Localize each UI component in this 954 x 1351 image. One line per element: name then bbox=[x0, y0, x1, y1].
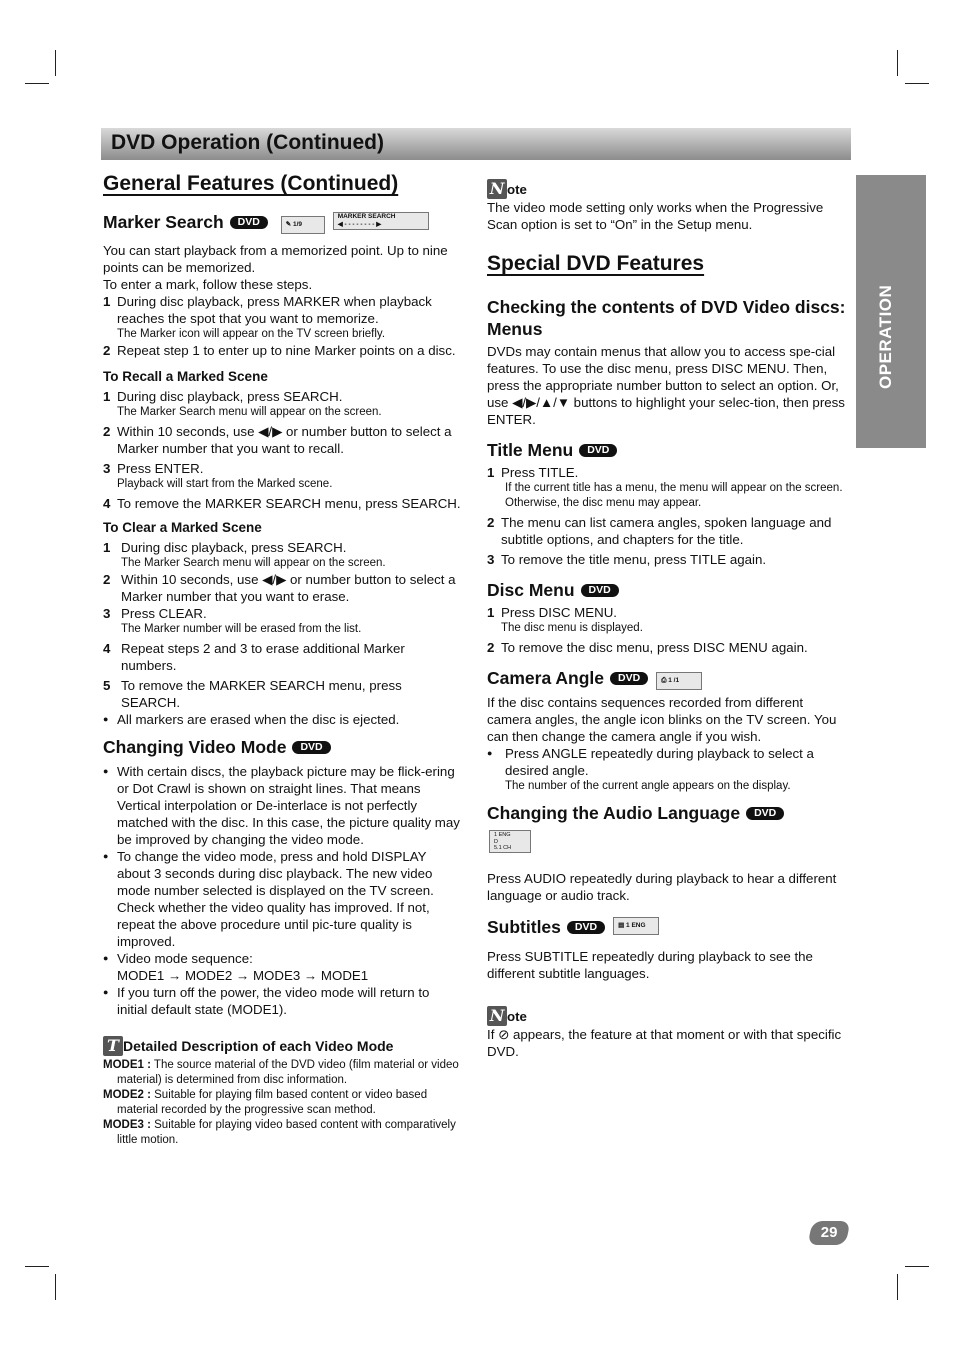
dvd-badge: DVD bbox=[230, 216, 268, 229]
camera-angle-heading: Camera Angle DVD ⎙ 1 /1 bbox=[487, 667, 849, 690]
list-item: 4 Repeat steps 2 and 3 to erase additional Marker numbers. bbox=[103, 641, 405, 673]
side-tab-label: OPERATION bbox=[876, 284, 895, 389]
list-item: 1 During disc playback, press SEARCH. The Marker Search menu will appear on the screen. bbox=[103, 389, 382, 418]
list-item: ● Video mode sequence: bbox=[103, 950, 463, 967]
marker-search-section bbox=[103, 211, 463, 728]
audio-osd-icon: 1 ENG D 5.1 CH bbox=[487, 830, 849, 852]
list-item: 2 Within 10 seconds, use ◀/▶ or number button to select a Marker number that you want to recall. bbox=[103, 424, 452, 456]
dvd-badge: DVD bbox=[579, 444, 617, 457]
dvd-badge: DVD bbox=[581, 584, 619, 597]
list-item: 2 Within 10 seconds, use ◀/▶ or number button to select a Marker number that you want to erase. bbox=[103, 572, 456, 604]
list-item: ● If you turn off the power, the video mode will return to initial default state (MODE1). bbox=[103, 984, 463, 1018]
list-item: 1 Press TITLE. If the current title has a menu, the menu will appear on the screen. Otherwise, the disc menu may appear. bbox=[487, 465, 843, 509]
clear-heading: To Clear a Marked Scene bbox=[103, 520, 262, 535]
angle-osd-icon: ⎙ 1 /1 bbox=[656, 672, 702, 690]
page-number: 29 bbox=[820, 1224, 838, 1241]
list-item: 2 The menu can list camera angles, spoken language and subtitle options, and chapters for the title. bbox=[487, 515, 832, 547]
section-title-special: Special DVD Features bbox=[487, 252, 705, 275]
dvd-badge: DVD bbox=[610, 672, 648, 685]
list-item: 2 To remove the disc menu, press DISC MENU again. bbox=[487, 640, 808, 655]
audio-heading: Changing the Audio Language DVD bbox=[487, 802, 849, 824]
video-mode-section bbox=[103, 736, 463, 1018]
intro-text-2: To enter a mark, follow these steps. bbox=[103, 277, 313, 292]
dvd-badge: DVD bbox=[292, 741, 330, 754]
note-box: N ote If ⊘ appears, the feature at that moment or with that specific DVD. bbox=[487, 1006, 842, 1059]
list-item: ● With certain discs, the playback picture may be flick-ering or Dot Crawl is shown on straight lines. That means Vertical interpolation or De-interlace is not perfectly matched with the disc. In this case, the picture quality may be improved by changing the video mode. bbox=[103, 763, 463, 848]
list-item: 3 Press ENTER. Playback will start from the Marked scene. bbox=[103, 461, 333, 490]
intro-text: You can start playback from a memorized point. Up to nine points can be memorized. bbox=[103, 243, 448, 275]
subtitle-osd-icon: ▤ 1 ENG bbox=[613, 917, 659, 935]
note-icon: N bbox=[487, 179, 507, 199]
tip-box: T Detailed Description of each Video Mode MODE1 : The source material of the DVD video (film material or video material) is determined from disc information. MODE2 : Suitable for playing film based content or video based material recorded by the progressive scan method. MODE3 : Suitable for playing video based content with comparatively little motion. bbox=[103, 1036, 459, 1146]
tip-icon: T bbox=[103, 1036, 123, 1056]
side-tab bbox=[856, 175, 926, 448]
note-box: N ote The video mode setting only works when the Progressive Scan option is set to “On” in the Setup menu. bbox=[487, 179, 824, 232]
marker-search-heading: Marker Search DVD ✎ 1/9MARKER SEARCH ◀ - - - - - - - - ▶ bbox=[103, 211, 463, 234]
title-menu-heading: Title Menu DVD bbox=[487, 439, 849, 461]
video-mode-heading: Changing Video Mode DVD bbox=[103, 736, 463, 758]
recall-heading: To Recall a Marked Scene bbox=[103, 369, 268, 384]
list-item: 3 Press CLEAR. The Marker number will be erased from the list. bbox=[103, 606, 362, 635]
left-column bbox=[103, 171, 463, 1148]
prohibited-icon: ⊘ bbox=[498, 1027, 510, 1042]
list-item: 1 During disc playback, press MARKER when playback reaches the spot that you want to memorize. The Marker icon will appear on the TV screen briefly. bbox=[103, 294, 432, 340]
dvd-badge: DVD bbox=[567, 921, 605, 934]
dvd-badge: DVD bbox=[746, 807, 784, 820]
list-item: 4 To remove the MARKER SEARCH menu, press SEARCH. bbox=[103, 496, 461, 511]
right-column: N ote The video mode setting only works when the Progressive Scan option is set to “On” in the Setup menu. Special DVD Features Checking the contents of DVD Video discs: Menus DVDs may contain menus that allow you to access spe-cial features. To use the disc menu, press DISC MENU. Then, press the appropriate number button to select an option. Or, use ◀/▶/▲/▼ buttons to highlight your selec-tion, then press ENTER. Title Menu DVD 1 Press TITLE. If the current title has a menu, the menu will appear on the screen. Otherwise, the disc menu may appear. 2 The menu can list camera angles, spoken language and subtitle options, and chapters for the title. 3 To remove the title menu, press TITLE again. Disc Menu DVD 1 Press DISC MENU. The disc menu is displayed. 2 To remove the disc menu, press DISC MENU again. Camera Angle DVD ⎙ 1 /1 If the disc contains sequences recorded from different camera angles, the angle icon blinks on the TV screen. You can then change the camera angle if you wish. ● Press ANGLE repeatedly during playback to select a desired angle. The number of the current angle appears on the display. Changing the Audio Language DVD 1 ENG D 5.1 CH Press AUDIO repeatedly during playback to hear a different language or audio track. Subtitles DVD ▤ 1 ENG Press SUBTITLE repeatedly during playback to see the different subtitle languages. N ote If ⊘ appears, the feature at that moment or with that specific DVD. bbox=[487, 179, 849, 1060]
list-item: 1 Press DISC MENU. The disc menu is displayed. bbox=[487, 605, 643, 634]
list-item: ● Press ANGLE repeatedly during playback to select a desired angle. bbox=[487, 745, 849, 779]
disc-menu-heading: Disc Menu DVD bbox=[487, 579, 849, 601]
note-icon: N bbox=[487, 1006, 507, 1026]
menus-heading: Checking the contents of DVD Video discs: Menus bbox=[487, 297, 846, 339]
mode-sequence: MODE1 → MODE2 → MODE3 → MODE1 bbox=[117, 968, 369, 983]
marker-osd-icon: ✎ 1/9 bbox=[281, 216, 325, 234]
section-title-general: General Features (Continued) bbox=[103, 172, 399, 195]
chapter-title: DVD Operation (Continued) bbox=[111, 131, 384, 154]
chapter-title-bar bbox=[101, 128, 851, 160]
list-item: 1 During disc playback, press SEARCH. The Marker Search menu will appear on the screen. bbox=[103, 540, 386, 569]
page-number-badge bbox=[807, 1221, 850, 1245]
marker-search-osd-icon: MARKER SEARCH ◀ - - - - - - - - ▶ bbox=[333, 212, 429, 230]
list-item: 5 To remove the MARKER SEARCH menu, press SEARCH. bbox=[103, 678, 402, 710]
list-item: ● All markers are erased when the disc is ejected. bbox=[103, 711, 463, 728]
list-item: 2 Repeat step 1 to enter up to nine Marker points on a disc. bbox=[103, 343, 456, 358]
list-item: ● To change the video mode, press and hold DISPLAY about 3 seconds during disc playback. The new video mode number selected is displayed on the TV screen. Check whether the video quality has improved. If not, repeat the above procedure until pic-ture quality is improved. bbox=[103, 848, 463, 950]
list-item: 3 To remove the title menu, press TITLE again. bbox=[487, 552, 767, 567]
subtitles-heading: Subtitles DVD ▤ 1 ENG bbox=[487, 916, 849, 938]
